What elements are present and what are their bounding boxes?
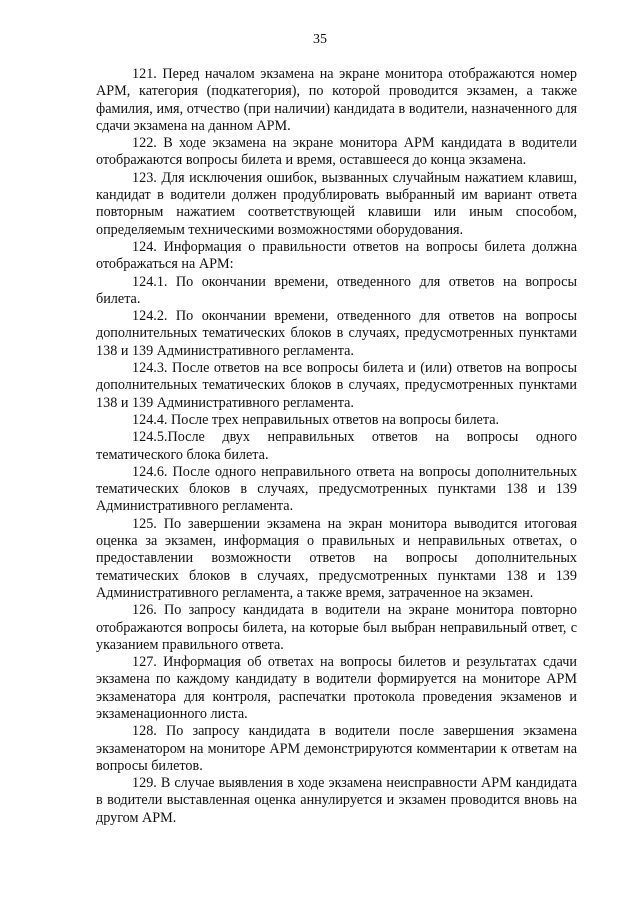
paragraph-123: 123. Для исключения ошибок, вызванных случайным нажатием клавиш, кандидат в водители должен продублировать выбранный им вариант ответа повторным нажатием соответствующей клавиши или иным способом, определяемым техническими возможностями оборудования. — [96, 169, 577, 238]
paragraph-121: 121. Перед началом экзамена на экране монитора отображаются номер АРМ, категория (подкатегория), по которой проводится экзамен, а также фамилия, имя, отчество (при наличии) кандидата в водители, назначенного для сдачи экзамена на данном АРМ. — [96, 66, 577, 134]
paragraph-122: 122. В ходе экзамена на экране монитора АРМ кандидата в водители отображаются вопросы билета и время, оставшееся до конца экзамена. — [96, 135, 577, 169]
paragraph-129: 129. В случае выявления в ходе экзамена неисправности АРМ кандидата в водители выставленная оценка аннулируется и экзамен проводится вновь на другом АРМ. — [96, 775, 577, 826]
page-number: 35 — [313, 32, 327, 47]
paragraph-124-3: 124.3. После ответов на все вопросы билета и (или) ответов на вопросы дополнительных тематических блоков в случаях, предусмотренных пунктами 138 и 139 Административного регламента. — [96, 360, 577, 411]
paragraph-124-6: 124.6. После одного неправильного ответа на вопросы дополнительных тематических блоков в случаях, предусмотренных пунктами 138 и 139 Административного регламента. — [96, 463, 577, 515]
paragraph-128: 128. По запросу кандидата в водители после завершения экзамена экзаменатором на мониторе АРМ демонстрируются комментарии к ответам на вопросы билетов. — [96, 723, 577, 774]
paragraph-127: 127. Информация об ответах на вопросы билетов и результатах сдачи экзамена по каждому кандидату в водители формируется на мониторе АРМ экзаменатора для контроля, распечатки протокола проведения экзаменов и экзаменационного листа. — [96, 654, 577, 722]
paragraph-125: 125. По завершении экзамена на экран монитора выводится итоговая оценка за экзамен, информация о правильных и неправильных ответах, о предоставлении возможности ответов на вопросы дополнительных тематических блоков в случаях, предусмотренных пунктами 138 и 139 Административного регламента, а также время, затраченное на экзамен. — [96, 515, 577, 601]
document-body — [96, 66, 577, 827]
paragraph-124-2: 124.2. По окончании времени, отведенного для ответов на вопросы дополнительных тематических блоков в случаях, предусмотренных пунктами 138 и 139 Административного регламента. — [96, 308, 577, 359]
paragraph-124: 124. Информация о правильности ответов на вопросы билета должна отображаться на АРМ: — [96, 238, 577, 273]
paragraph-126: 126. По запросу кандидата в водители на экране монитора повторно отображаются вопросы билета, на которые был выбран неправильный ответ, с указанием правильного ответа. — [96, 602, 577, 653]
paragraph-124-4: 124.4. После трех неправильных ответов на вопросы билета. — [132, 411, 500, 428]
paragraph-124-5: 124.5.После двух неправильных ответов на вопросы одного тематического блока билета. — [96, 429, 577, 463]
paragraph-124-1: 124.1. По окончании времени, отведенного для ответов на вопросы билета. — [96, 273, 577, 307]
